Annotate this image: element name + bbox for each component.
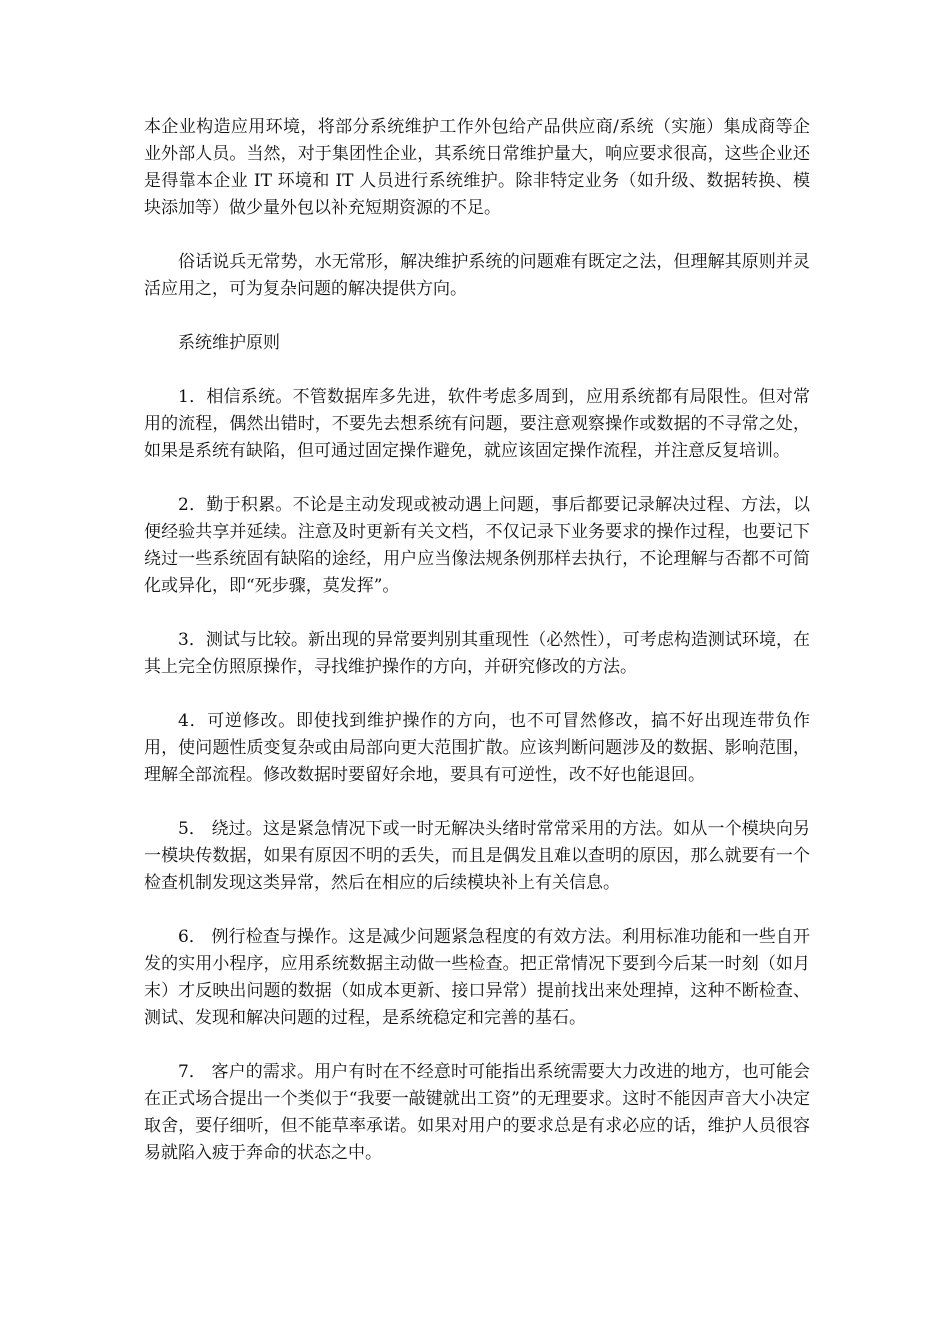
- paragraph-outsourcing: 本企业构造应用环境，将部分系统维护工作外包给产品供应商/系统（实施）集成商等企业外部人员。当然，对于集团性企业，其系统日常维护量大，响应要求很高，这些企业还是得靠本企业 IT 环境和 IT 人员进行系统维护。除非特定业务（如升级、数据转换、模块添加等）做少量外包以补充短期资源的不足。: [144, 117, 810, 218]
- principle-5: 5． 绕过。这是紧急情况下或一时无解决头绪时常常采用的方法。如从一个模块向另一模块传数据，如果有原因不明的丢失，而且是偶发且难以查明的原因，那么就要有一个检查机制发现这类异常，然后在相应的后续模块补上有关信息。: [144, 819, 810, 893]
- principle-4: 4．可逆修改。即使找到维护操作的方向，也不可冒然修改，搞不好出现连带负作用，使问题性质变复杂或由局部向更大范围扩散。应该判断问题涉及的数据、影响范围，理解全部流程。修改数据时要留好余地，要具有可逆性，改不好也能退回。: [144, 711, 810, 785]
- principle-6: 6． 例行检查与操作。这是减少问题紧急程度的有效方法。利用标准功能和一些自开发的实用小程序，应用系统数据主动做一些检查。把正常情况下要到今后某一时刻（如月末）才反映出问题的数据（如成本更新、接口异常）提前找出来处理掉，这种不断检查、测试、发现和解决问题的过程，是系统稳定和完善的基石。: [144, 927, 810, 1028]
- principle-2: 2．勤于积累。不论是主动发现或被动遇上问题，事后都要记录解决过程、方法，以便经验共享并延续。注意及时更新有关文档，不仅记录下业务要求的操作过程，也要记下绕过一些系统固有缺陷的途经，用户应当像法规条例那样去执行，不论理解与否都不可简化或异化，即“死步骤，莫发挥”。: [144, 495, 810, 596]
- section-heading: 系统维护原则: [178, 333, 280, 353]
- paragraph-proverb: 俗话说兵无常势，水无常形，解决维护系统的问题难有既定之法，但理解其原则并灵活应用之，可为复杂问题的解决提供方向。: [144, 252, 810, 299]
- document-body: [144, 114, 810, 1194]
- principle-3: 3．测试与比较。新出现的异常要判别其重现性（必然性），可考虑构造测试环境，在其上完全仿照原操作，寻找维护操作的方向，并研究修改的方法。: [144, 630, 810, 677]
- principle-7: 7． 客户的需求。用户有时在不经意时可能指出系统需要大力改进的地方，也可能会在正式场合提出一个类似于“我要一敲键就出工资”的无理要求。这时不能因声音大小决定取舍，要仔细听，但不能草率承诺。如果对用户的要求总是有求必应的话，维护人员很容易就陷入疲于奔命的状态之中。: [144, 1062, 810, 1163]
- principle-1: 1．相信系统。不管数据库多先进，软件考虑多周到，应用系统都有局限性。但对常用的流程，偶然出错时，不要先去想系统有问题，要注意观察操作或数据的不寻常之处，如果是系统有缺陷，但可通过固定操作避免，就应该固定操作流程，并注意反复培训。: [144, 387, 810, 461]
